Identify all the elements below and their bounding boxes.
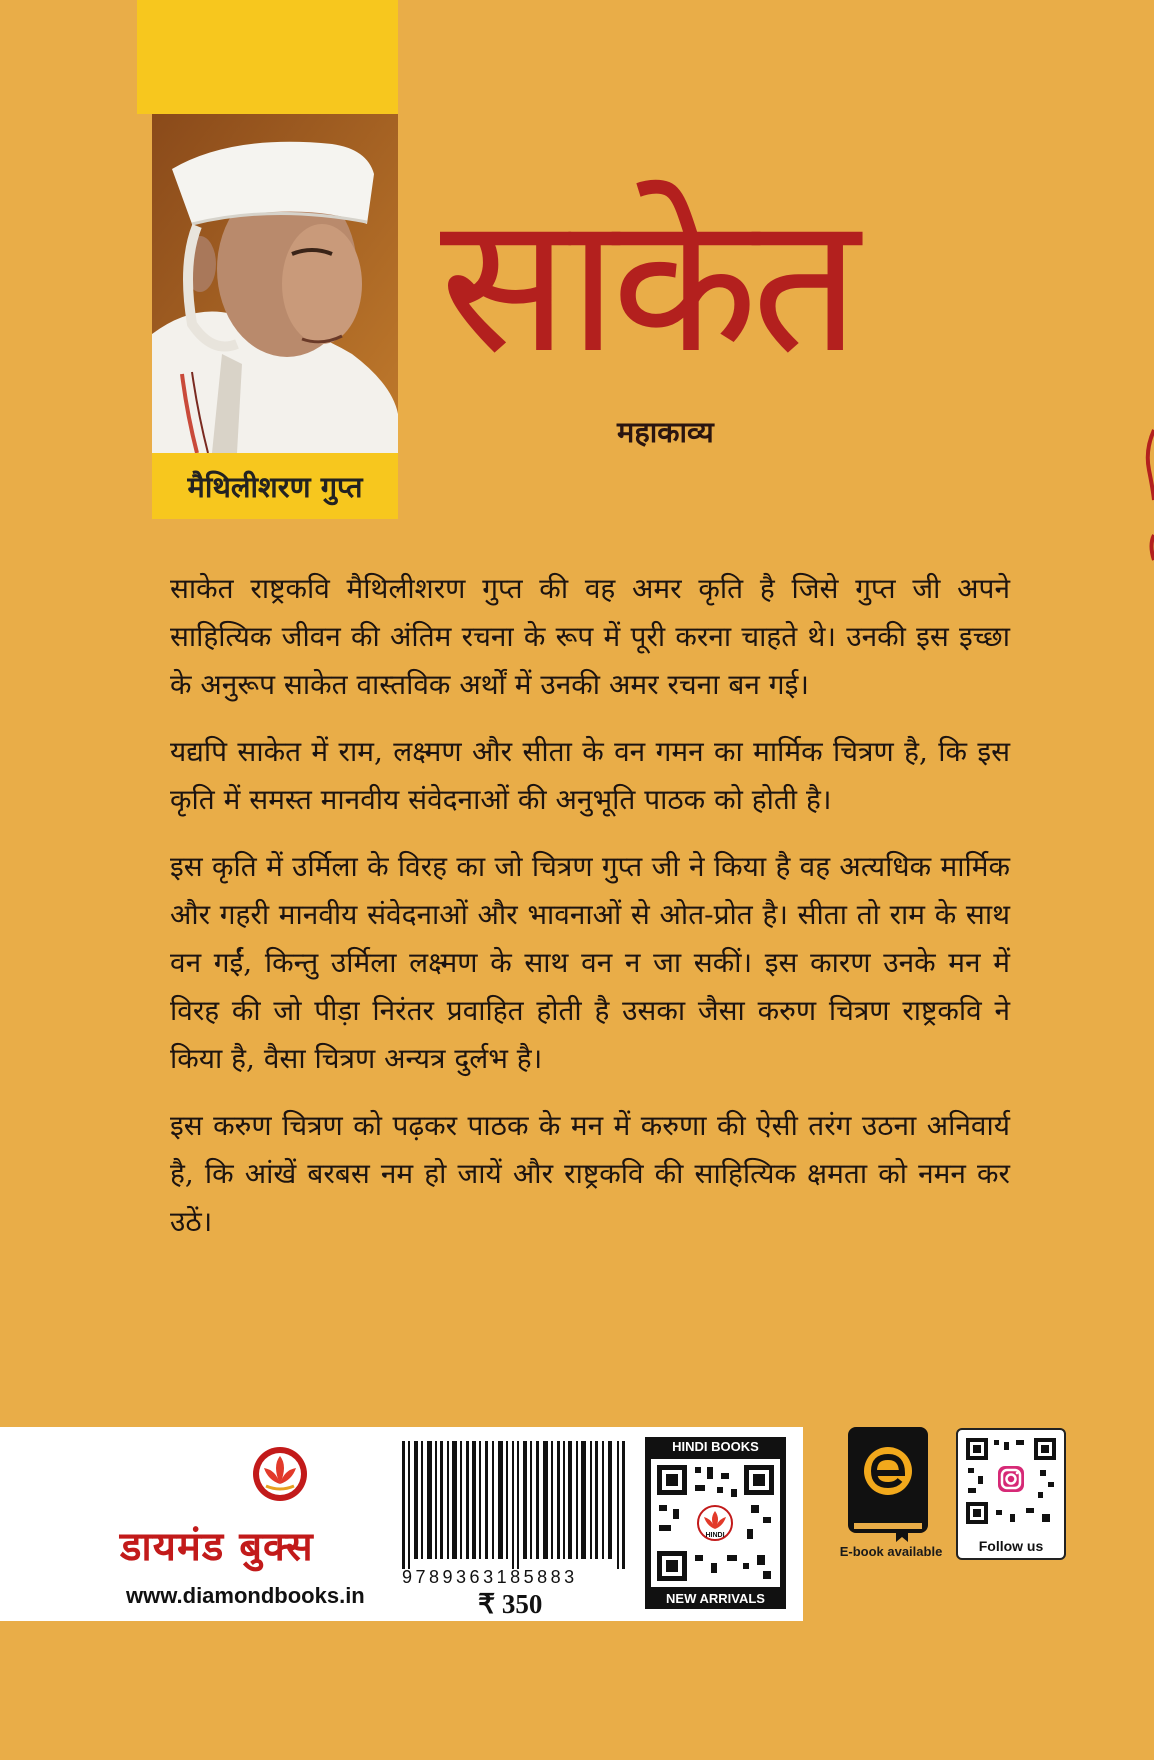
description-paragraph: इस करुण चित्रण को पढ़कर पाठक के मन में करुणा की ऐसी तरंग उठना अनिवार्य है, कि आंखें बरबस नम हो जायें और राष्ट्रकवि की साहित्यिक क्षमता को नमन कर उठें। <box>170 1109 1010 1238</box>
description-paragraph: साकेत राष्ट्रकवि मैथिलीशरण गुप्त की वह अमर कृति है जिसे गुप्त जी अपने साहित्यिक जीवन की अंतिम रचना के रूप में पूरी करना चाहते थे। उनकी इस इच्छा के अनुरूप साकेत वास्तविक अर्थों में उनकी अमर रचना बन गई। <box>170 572 1010 701</box>
author-portrait <box>152 114 398 453</box>
edge-ornament <box>1143 420 1154 570</box>
book-title-block <box>440 174 910 490</box>
description-paragraph: यद्यपि साकेत में राम, लक्ष्मण और सीता के वन गमन का मार्मिक चित्रण है, कि इस कृति में समस्त मानवीय संवेदनाओं की अनुभूति पाठक को होती है। <box>170 735 1010 816</box>
author-name: मैथिलीशरण गुप्त <box>152 453 398 519</box>
follow-us-qr[interactable] <box>956 1428 1066 1560</box>
isbn-barcode <box>402 1441 630 1569</box>
book-subtitle: महाकाव्य <box>611 412 720 451</box>
follow-us-label: Follow us <box>978 1538 1044 1554</box>
publisher-panel <box>0 1427 803 1621</box>
qr-footer: NEW ARRIVALS <box>666 1591 765 1606</box>
qr-header: HINDI BOOKS <box>672 1439 759 1454</box>
book-description <box>170 565 1010 1265</box>
isbn-number: 9789363185883 <box>402 1567 578 1587</box>
instagram-qr-icon <box>964 1436 1058 1526</box>
qr-center-label: HINDI <box>705 1532 725 1539</box>
publisher-url[interactable]: www.diamondbooks.in <box>126 1583 365 1608</box>
ebook-label: E-book available <box>839 1544 943 1559</box>
yellow-band <box>137 0 398 114</box>
book-title: साकेत <box>440 174 854 395</box>
new-arrivals-qr[interactable] <box>645 1437 786 1609</box>
book-price: ₹ 350 <box>478 1589 543 1619</box>
publisher-name: डायमंड बुक्स <box>120 1524 314 1570</box>
lotus-logo-icon <box>250 1444 310 1504</box>
description-paragraph: इस कृति में उर्मिला के विरह का जो चित्रण गुप्त जी ने किया है वह अत्यधिक मार्मिक और गहरी मानवीय संवेदनाओं और भावनाओं से ओत-प्रोत है। सीता तो राम के साथ वन गईं, किन्तु उर्मिला लक्ष्मण के साथ वन न जा सकीं। इस कारण उनके मन में विरह की जो पीड़ा निरंतर प्रवाहित होती है उसका जैसा करुण चित्रण राष्ट्रकवि ने किया है, वैसा चित्रण अन्यत्र दुर्लभ है। <box>170 850 1010 1075</box>
ebook-icon[interactable] <box>846 1427 930 1542</box>
qr-code-icon <box>651 1459 780 1587</box>
